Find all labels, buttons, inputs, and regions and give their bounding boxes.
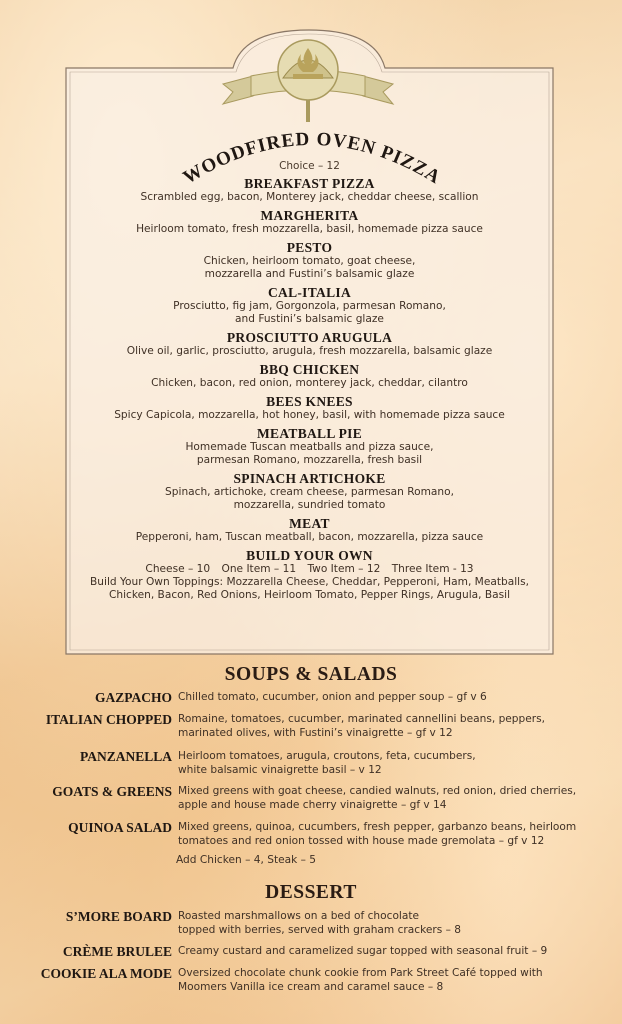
- menu-item: [63, 176, 556, 204]
- menu-item: [63, 330, 556, 358]
- pizza-price: Choice – 12: [279, 160, 340, 172]
- item-description: Spinach, artichoke, cream cheese, parmesan Romano, mozzarella, sundried tomato: [165, 486, 454, 511]
- item-name: MARGHERITA: [260, 208, 359, 223]
- item-description: Mixed greens, quinoa, cucumbers, fresh pepper, garbanzo beans, heirloom tomatoes and red onion tossed with house made gremolata – gf v 12: [178, 821, 577, 847]
- item-name: PROSCIUTTO ARUGULA: [226, 330, 393, 345]
- item-description: Roasted marshmallows on a bed of chocolate topped with berries, served with graham crackers – 8: [178, 910, 462, 936]
- item-name: GOATS & GREENS: [52, 784, 172, 799]
- item-description: Pepperoni, ham, Tuscan meatball, bacon, mozzarella, pizza sauce: [135, 531, 484, 543]
- item-name: CAL-ITALIA: [267, 285, 351, 300]
- menu-item: [63, 471, 556, 512]
- item-description: Chicken, bacon, red onion, monterey jack, cheddar, cilantro: [151, 377, 468, 389]
- byo-price: Two Item – 12: [307, 563, 381, 575]
- menu-item: [63, 394, 556, 422]
- item-description: Scrambled egg, bacon, Monterey jack, cheddar cheese, scallion: [140, 191, 479, 203]
- pizza-list: [63, 160, 556, 606]
- byo-price: Three Item - 13: [391, 563, 474, 575]
- menu-item: [63, 208, 556, 236]
- pizza-title-text: WOODFIRED OVEN PIZZA: [179, 128, 445, 189]
- item-description: Prosciutto, fig jam, Gorgonzola, parmesan Romano, and Fustini’s balsamic glaze: [173, 300, 446, 325]
- item-name: PESTO: [286, 240, 333, 255]
- menu-item: [63, 240, 556, 281]
- byo-toppings: Build Your Own Toppings: Mozzarella Cheese, Cheddar, Pepperoni, Ham, Meatballs, Chicken, Bacon, Red Onions, Heirloom Tomato, Pepper Rings, Arugula, Basil: [90, 576, 529, 601]
- byo-prices: [63, 563, 556, 576]
- item-name: BUILD YOUR OWN: [246, 548, 373, 563]
- item-name: S’MORE BOARD: [65, 909, 172, 924]
- menu-item: [63, 426, 556, 467]
- menu-item: [63, 516, 556, 544]
- pizza-menu-panel: [63, 28, 556, 656]
- item-name: GAZPACHO: [95, 690, 172, 705]
- item-name: MEATBALL PIE: [257, 426, 362, 441]
- menu-item: [63, 362, 556, 390]
- item-description: Mixed greens with goat cheese, candied walnuts, red onion, dried cherries, apple and house made cherry vinaigrette – gf v 14: [178, 785, 577, 811]
- item-name: ITALIAN CHOPPED: [45, 712, 172, 727]
- item-description: Chilled tomato, cucumber, onion and pepper soup – gf v 6: [178, 691, 487, 703]
- item-description: Romaine, tomatoes, cucumber, marinated cannellini beans, peppers, marinated olives, with Fustini’s vinaigrette – gf v 12: [178, 713, 546, 739]
- item-name: QUINOA SALAD: [68, 820, 172, 835]
- dessert-title: DESSERT: [265, 882, 357, 903]
- menu-item: [63, 285, 556, 326]
- addon-text: Add Chicken – 4, Steak – 5: [176, 854, 317, 866]
- item-name: CRÈME BRULEE: [62, 944, 172, 959]
- soups-title: SOUPS & SALADS: [224, 664, 398, 685]
- byo-price: Cheese – 10: [145, 563, 211, 575]
- item-description: Homemade Tuscan meatballs and pizza sauce, parmesan Romano, mozzarella, fresh basil: [185, 441, 434, 466]
- item-name: COOKIE ALA MODE: [40, 966, 172, 981]
- item-description: Creamy custard and caramelized sugar topped with seasonal fruit – 9: [178, 945, 548, 957]
- item-name: BREAKFAST PIZZA: [244, 176, 375, 191]
- item-description: Chicken, heirloom tomato, goat cheese, mozzarella and Fustini’s balsamic glaze: [203, 255, 416, 280]
- item-description: Heirloom tomato, fresh mozzarella, basil, homemade pizza sauce: [136, 223, 483, 235]
- item-name: BEES KNEES: [266, 394, 353, 409]
- item-description: Olive oil, garlic, prosciutto, arugula, fresh mozzarella, balsamic glaze: [126, 345, 493, 357]
- item-description: Spicy Capicola, mozzarella, hot honey, basil, with homemade pizza sauce: [114, 409, 505, 421]
- item-name: MEAT: [289, 516, 330, 531]
- build-your-own: [63, 548, 556, 602]
- item-name: BBQ CHICKEN: [259, 362, 360, 377]
- item-name: SPINACH ARTICHOKE: [233, 471, 386, 486]
- item-name: PANZANELLA: [79, 749, 172, 764]
- item-description: Heirloom tomatoes, arugula, croutons, feta, cucumbers, white balsamic vinaigrette basil – v 12: [178, 750, 476, 776]
- byo-price: One Item – 11: [221, 563, 297, 575]
- item-description: Oversized chocolate chunk cookie from Park Street Café topped with Moomers Vanilla ice cream and caramel sauce – 8: [178, 967, 543, 993]
